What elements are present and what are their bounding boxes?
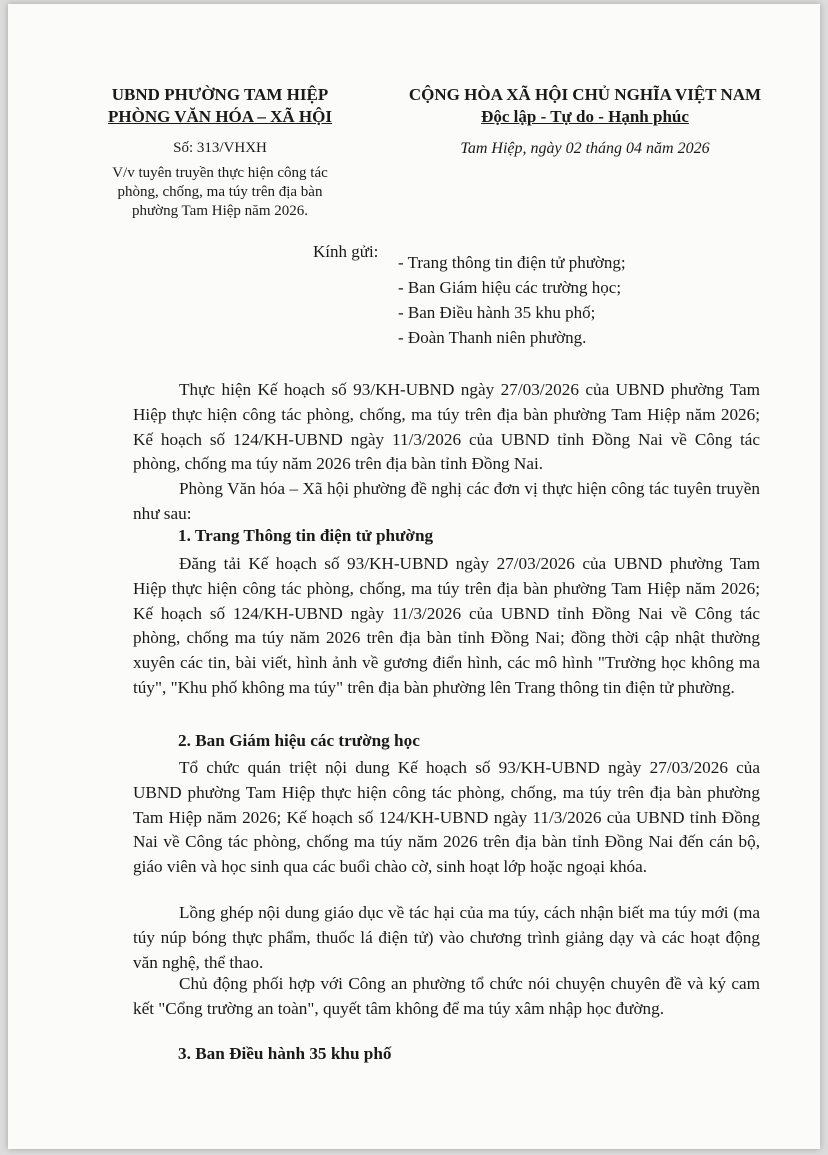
- recipient-list: [398, 251, 626, 351]
- national-motto: Độc lập - Tự do - Hạnh phúc: [481, 107, 689, 126]
- national-title-block: [380, 84, 790, 158]
- section-2-paragraph-3: [133, 972, 760, 1022]
- section-1-paragraph: [133, 552, 760, 701]
- place-date: Tam Hiệp, ngày 02 tháng 04 năm 2026: [460, 140, 710, 157]
- issuing-agency-block: [60, 84, 380, 221]
- section-2-heading: 2. Ban Giám hiệu các trường học: [178, 731, 420, 750]
- section-1-paragraph-text: Đăng tải Kế hoạch số 93/KH-UBND ngày 27/03/2026 của UBND phường Tam Hiệp thực hiện công tác phòng, chống, ma túy trên địa bàn phường Tam Hiệp năm 2026; Kế hoạch số 124/KH-UBND ngày 11/3/2026 của UBND tỉnh Đồng Nai về Công tác phòng, chống ma túy năm 2026 trên địa bàn tỉnh Đồng Nai; đồng thời cập nhật thường xuyên các tin, bài viết, hình ảnh về gương điển hình, các mô hình "Trường học không ma túy", "Khu phố không ma túy" trên địa bàn phường lên Trang thông tin điện tử phường.: [133, 554, 760, 697]
- recipient-item: - Trang thông tin điện tử phường;: [398, 253, 626, 272]
- intro-paragraph-1-text: Thực hiện Kế hoạch số 93/KH-UBND ngày 27/03/2026 của UBND phường Tam Hiệp thực hiện công tác phòng, chống, ma túy trên địa bàn phường Tam Hiệp năm 2026; Kế hoạch số 124/KH-UBND ngày 11/3/2026 của UBND tỉnh Đồng Nai về Công tác phòng, chống ma túy năm 2026 trên địa bàn tỉnh Đồng Nai.: [133, 380, 760, 474]
- recipient-item: - Ban Giám hiệu các trường học;: [398, 278, 622, 297]
- subject-line3: phường Tam Hiệp năm 2026.: [132, 203, 308, 219]
- section-2-paragraph-1-text: Tổ chức quán triệt nội dung Kế hoạch số 93/KH-UBND ngày 27/03/2026 của UBND phường Tam Hiệp thực hiện công tác phòng, chống, ma túy trên địa bàn phường Tam Hiệp năm 2026; Kế hoạch số 124/KH-UBND ngày 11/3/2026 của UBND tỉnh Đồng Nai về Công tác phòng, chống ma túy năm 2026 trên địa bàn tỉnh Đồng Nai đến cán bộ, giáo viên và học sinh qua các buổi chào cờ, sinh hoạt lớp hoặc ngoại khóa.: [133, 758, 760, 877]
- document-page: [8, 4, 820, 1149]
- section-2-paragraph-1: [133, 756, 760, 880]
- agency-name-line2: PHÒNG VĂN HÓA – XÃ HỘI: [107, 107, 332, 126]
- subject-line1: V/v tuyên truyền thực hiện công tác: [112, 165, 328, 181]
- intro-paragraph-2-text: Phòng Văn hóa – Xã hội phường đề nghị các đơn vị thực hiện công tác tuyên truyền như sau:: [133, 479, 760, 523]
- section-3-heading: 3. Ban Điều hành 35 khu phố: [178, 1044, 392, 1063]
- section-2-paragraph-2: [133, 901, 760, 975]
- section-2-paragraph-3-text: Chủ động phối hợp với Công an phường tổ chức nói chuyện chuyên đề và ký cam kết "Cổng trường an toàn", quyết tâm không để ma túy xâm nhập học đường.: [133, 974, 760, 1018]
- section-1-heading: 1. Trang Thông tin điện tử phường: [178, 526, 434, 545]
- agency-name-line1: UBND PHƯỜNG TAM HIỆP: [111, 85, 329, 104]
- document-number: Số: 313/VHXH: [173, 140, 267, 156]
- nation-title: CỘNG HÒA XÃ HỘI CHỦ NGHĨA VIỆT NAM: [408, 85, 762, 104]
- subject-line2: phòng, chống, ma túy trên địa bàn: [117, 184, 323, 200]
- intro-paragraph-2: [133, 477, 760, 527]
- recipient-item: - Đoàn Thanh niên phường.: [398, 328, 587, 347]
- intro-paragraph-1: [133, 378, 760, 477]
- recipient-item: - Ban Điều hành 35 khu phố;: [398, 303, 596, 322]
- recipients-label: Kính gửi:: [313, 242, 379, 261]
- section-2-paragraph-2-text: Lồng ghép nội dung giáo dục về tác hại của ma túy, cách nhận biết ma túy mới (ma túy núp bóng thực phẩm, thuốc lá điện tử) vào chương trình giảng dạy và các hoạt động văn nghệ, thể thao.: [133, 903, 760, 972]
